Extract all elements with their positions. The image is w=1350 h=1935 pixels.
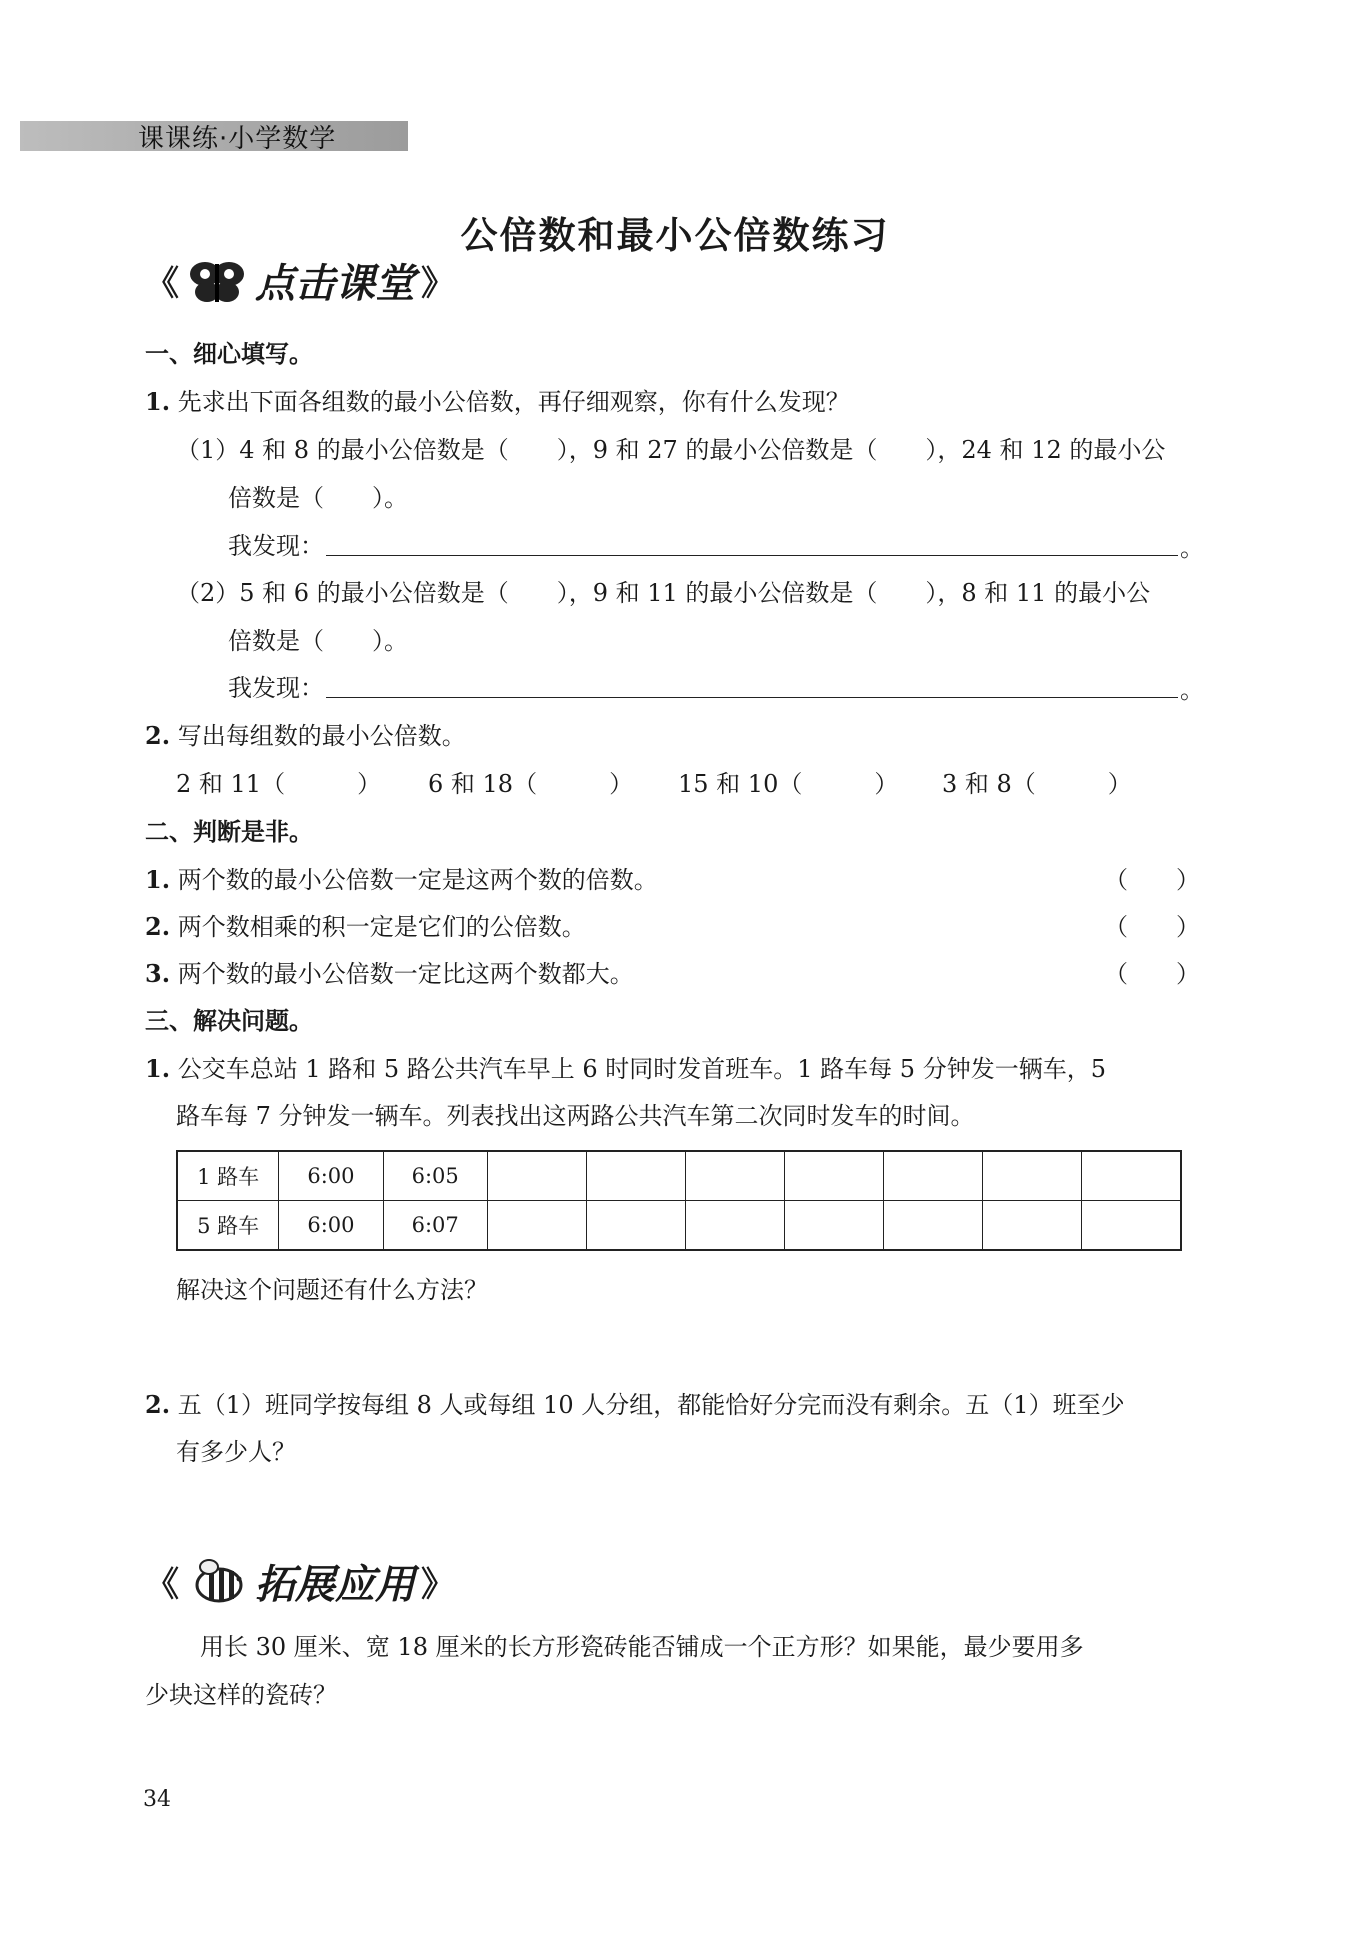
q1-prompt: [145, 382, 850, 417]
table-cell[interactable]: [982, 1201, 1081, 1251]
p3q2-number: 2.: [145, 1390, 171, 1419]
judge-text: 两个数相乘的积一定是它们的公倍数。: [177, 913, 586, 941]
table-cell: 6:07: [383, 1201, 487, 1251]
q2-item[interactable]: 15 和 10（ ）: [678, 770, 899, 798]
part1-heading: 一、细心填写。: [145, 340, 313, 368]
q2-item[interactable]: 3 和 8（ ）: [942, 770, 1132, 798]
judge-text: 两个数的最小公倍数一定比这两个数都大。: [177, 960, 634, 988]
table-cell[interactable]: [685, 1151, 784, 1201]
table-row: [177, 1151, 1181, 1201]
part3-heading: 三、解决问题。: [145, 1007, 313, 1035]
q1a-period: 。: [1180, 534, 1204, 562]
q1b-line1: （2）5 和 6 的最小公倍数是（ ），9 和 11 的最小公倍数是（ ），8 和 11 的最小公: [176, 579, 1151, 607]
section-banner-label: 拓展应用: [255, 1562, 415, 1608]
q1a-answer-line[interactable]: [326, 555, 1178, 556]
p3q2-line2: 有多少人？: [176, 1438, 296, 1466]
butterfly-icon: [185, 254, 249, 308]
table-cell[interactable]: [685, 1201, 784, 1251]
p3q1-number: 1.: [145, 1054, 171, 1083]
left-bracket-icon: 《: [145, 264, 179, 304]
q1b-period: 。: [1180, 676, 1204, 704]
p3q1-text: 公交车总站 1 路和 5 路公共汽车早上 6 时同时发首班车。1 路车每 5 分钟发一辆车，5: [177, 1055, 1106, 1083]
table-cell[interactable]: [883, 1201, 982, 1251]
judge-text: 两个数的最小公倍数一定是这两个数的倍数。: [177, 866, 658, 894]
judge-number: 2.: [145, 912, 171, 941]
q2-number: 2.: [145, 721, 171, 750]
section-banner-label: 点击课堂: [255, 261, 415, 307]
table-cell[interactable]: [1081, 1151, 1181, 1201]
judge-answer-paren[interactable]: （ ）: [1104, 960, 1200, 988]
judge-item: [145, 954, 634, 989]
table-cell[interactable]: [883, 1151, 982, 1201]
table-cell[interactable]: [1081, 1201, 1181, 1251]
table-cell: 6:00: [279, 1151, 383, 1201]
q1-text: 先求出下面各组数的最小公倍数，再仔细观察，你有什么发现？: [177, 388, 850, 416]
part2-heading: 二、判断是非。: [145, 818, 313, 846]
extension-line1: 用长 30 厘米、宽 18 厘米的长方形瓷砖能否铺成一个正方形？如果能，最少要用多: [200, 1633, 1084, 1661]
p3q2-text: 五（1）班同学按每组 8 人或每组 10 人分组，都能恰好分完而没有剩余。五（1）班至少: [177, 1391, 1125, 1419]
p3q2-line1: [145, 1385, 1125, 1420]
section-banner-extension: [145, 1553, 455, 1610]
table-cell: 6:05: [383, 1151, 487, 1201]
q2-item[interactable]: 2 和 11（ ）: [176, 770, 382, 798]
q2-text: 写出每组数的最小公倍数。: [177, 722, 466, 750]
p3q1-followup: 解决这个问题还有什么方法？: [176, 1276, 488, 1304]
table-cell: 6:00: [279, 1201, 383, 1251]
left-bracket-icon: 《: [145, 1565, 179, 1605]
p3q1-line2: 路车每 7 分钟发一辆车。列表找出这两路公共汽车第二次同时发车的时间。: [176, 1102, 975, 1130]
q2-prompt: [145, 716, 466, 751]
table-cell[interactable]: [784, 1151, 883, 1201]
table-row: [177, 1201, 1181, 1251]
bus-schedule-table: [176, 1150, 1182, 1251]
judge-item: [145, 860, 658, 895]
q1b-answer-line[interactable]: [326, 697, 1178, 698]
judge-answer-paren[interactable]: （ ）: [1104, 866, 1200, 894]
judge-number: 1.: [145, 865, 171, 894]
bee-icon: [185, 1555, 249, 1609]
table-cell[interactable]: [487, 1151, 586, 1201]
q1a-find-label: 我发现：: [228, 532, 324, 560]
table-row-header: 1 路车: [177, 1151, 279, 1201]
q1b-line2: 倍数是（ ）。: [228, 627, 408, 655]
q1b-find-label: 我发现：: [228, 674, 324, 702]
table-cell[interactable]: [586, 1201, 685, 1251]
table-cell[interactable]: [982, 1151, 1081, 1201]
right-bracket-icon: 》: [421, 264, 455, 304]
q2-item[interactable]: 6 和 18（ ）: [428, 770, 634, 798]
extension-line2: 少块这样的瓷砖？: [145, 1681, 337, 1709]
q1a-line2: 倍数是（ ）。: [228, 484, 408, 512]
judge-answer-paren[interactable]: （ ）: [1104, 913, 1200, 941]
judge-number: 3.: [145, 959, 171, 988]
right-bracket-icon: 》: [421, 1565, 455, 1605]
header-text: 课课练·小学数学: [138, 124, 337, 154]
page-number: 34: [143, 1787, 171, 1812]
section-banner-classroom: [145, 252, 455, 309]
table-cell[interactable]: [586, 1151, 685, 1201]
page-title: 公倍数和最小公倍数练习: [460, 214, 890, 257]
judge-item: [145, 907, 586, 942]
p3q1-line1: [145, 1049, 1106, 1084]
q1-number: 1.: [145, 387, 171, 416]
q1a-line1: （1）4 和 8 的最小公倍数是（ ），9 和 27 的最小公倍数是（ ），24 和 12 的最小公: [176, 436, 1166, 464]
table-cell[interactable]: [487, 1201, 586, 1251]
table-row-header: 5 路车: [177, 1201, 279, 1251]
table-cell[interactable]: [784, 1201, 883, 1251]
